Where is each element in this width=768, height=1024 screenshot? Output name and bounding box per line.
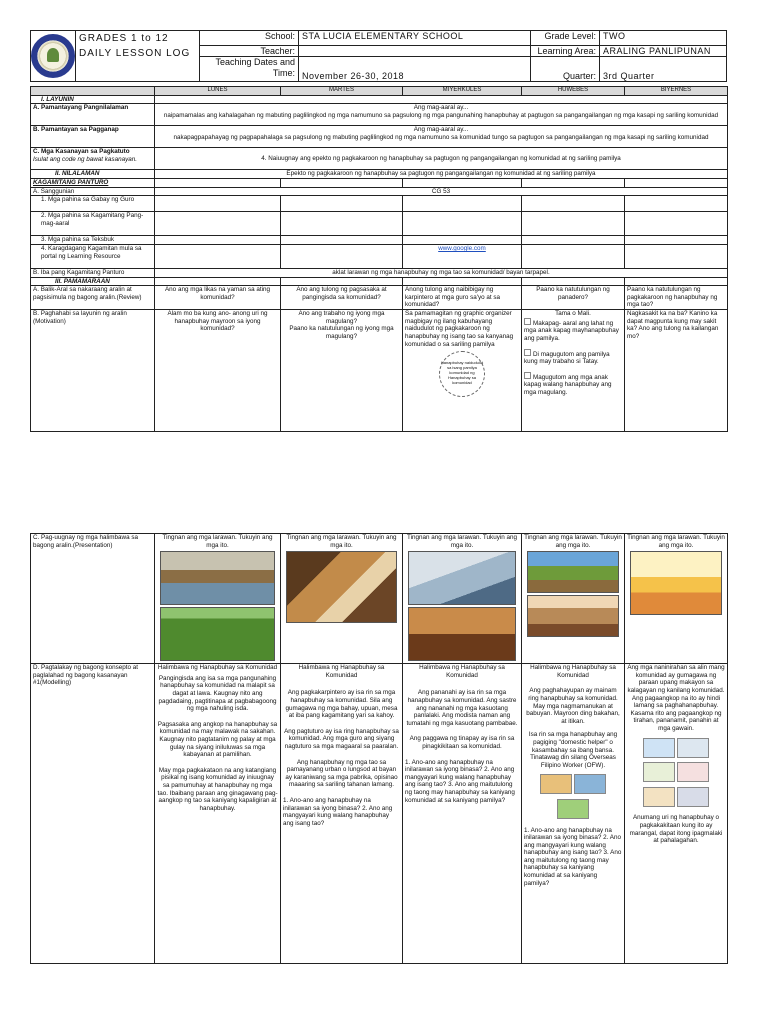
c-label-line2: Isulat ang code ng bawat kasanayan. [33, 155, 137, 163]
time-label: Time: [272, 68, 295, 78]
d5-text2: Anumang uri ng hanapbuhay o pagkakakitaan kung ito ay marangal, dapat itong ipagmalaki at pahalagahan. [629, 814, 723, 845]
tingnan-text: Tingnan ang mga larawan. Tukuyin ang mga ito. [406, 534, 518, 549]
farm-animals-photo [527, 551, 619, 593]
tindera-icon [643, 787, 675, 807]
log-title-cell [76, 31, 200, 82]
balik-huwebes: Paano ka natutulungan ng panadero? [522, 286, 625, 310]
domestic-helper-photo [527, 595, 619, 637]
presentation-huwebes [522, 534, 625, 664]
kasanayan-text: 4. Naiuugnay ang epekto ng pagkakaroon ng hanapbuhay sa pagtugon ng pangangailangan ng komunidad at ng sariling pamilya [155, 148, 728, 170]
balik-label: A. Balik-Aral sa nakaraang aralin at pagsisimula ng bagong aralin.(Review) [31, 286, 155, 310]
d5-text: Ang mga naninirahan sa alin mang komunidad ay gumagawa ng paraan upang makayon sa kalagayan ng kanilang komunidad. Ang pagaangkop na ito ay hindi lamang sa paghahanapbuhay. Kasama rito ang pagaangkop ng tirahan, pananamit, panahin at mga gawain. [627, 664, 725, 732]
job-image-icon [574, 774, 606, 794]
teacher-label: Teacher: [200, 46, 299, 57]
title-dll: DAILY LESSON LOG [79, 48, 191, 59]
presentation-lunes [155, 534, 281, 664]
bakery-photo [408, 607, 516, 661]
graphic-organizer-icon: Hanapbuhay naidudulot sa isang pamilya komunidad ng Hanapbuhay sa komunidad [439, 351, 485, 397]
pulis-icon [677, 738, 709, 758]
job-image-icon [557, 799, 589, 819]
day-martes: MARTES [281, 87, 403, 96]
checkbox-icon[interactable] [524, 372, 531, 379]
b-text-line2: nakapagpapahayag ng pagpapahalaga sa pagsulong ng mabuting paglilingkod ng mga namumuno sa komunidad tungo sa pagtugon sa pangangailangan ng mga kasapi ng sariling komunidad [173, 133, 709, 141]
pagganap-label: B. Pamantayan sa Pagganap [31, 126, 155, 148]
a-text-line2: naipamamalas ang kahalagahan ng mabuting paglilingkod ng mga namumuno sa pagsulong ng mga pangunahing hanapbuhay at pagtugon sa pangangailangan ng mga kasapi ng sariling komunidad [163, 111, 719, 119]
nilalaman-heading: II. NILALAMAN [31, 170, 155, 179]
ref-kagamitan: 2. Mga pahina sa Kagamitang Pang-mag-aaral [31, 212, 155, 236]
deped-seal-icon [31, 34, 75, 78]
d2-questions: 1. Ano-ano ang hanapbuhay na inilarawan sa iyong binasa? 2. Ano ang mangyayari kung walang hanapbuhay ang isang tao? [283, 796, 393, 827]
balik-lunes: Ano ang mga likas na yaman sa ating komunidad? [155, 286, 281, 310]
sanggunian-value: CG 53 [155, 187, 728, 196]
google-link[interactable]: www.google.com [438, 244, 486, 252]
presentation-label: C. Pag-uugnay ng mga halimbawa sa bagong aralin.(Presentation) [31, 534, 155, 664]
pamamaraan-heading: III. PAMAMARAAN [31, 277, 155, 286]
pamantayang-label: A. Pamantayang Pangnilalaman [31, 104, 155, 126]
school-value: STA LUCIA ELEMENTARY SCHOOL [299, 31, 531, 46]
tingnan-text: Tingnan ang mga larawan. Tukuyin ang mga ito. [524, 534, 622, 549]
modelling-huwebes [522, 664, 625, 964]
motivation-lunes: Alam mo ba kung ano- anong uri ng hanapbuhay mayroon sa iyong komunidad? [155, 310, 281, 432]
ref-teksbuk: 3. Mga pahina sa Teksbuk [31, 236, 155, 245]
motiv2-line2: Paano ka natutulungan ng iyong mga magulang? [289, 325, 394, 340]
modelling-miyerkules [403, 664, 522, 964]
kaminero-icon [643, 762, 675, 782]
area-value: ARALING PANLIPUNAN [600, 46, 727, 57]
modelling-martes [281, 664, 403, 964]
lesson-log-table [30, 86, 728, 432]
rice-field-photo [160, 607, 275, 661]
presentation-biyernes [625, 534, 728, 664]
motivation-huwebes [522, 310, 625, 432]
nars-icon [677, 762, 709, 782]
d2-text: Ang pagkakarpintero ay isa rin sa mga hanapbuhay sa komunidad. Sila ang gumagawa ng mga bahay, upuan, mesa at iba pang kagamitang yari sa kahoy. [285, 689, 398, 720]
lesson-log-table-page2 [30, 533, 728, 964]
presentation-miyerkules [403, 534, 522, 664]
checkbox-icon[interactable] [524, 318, 531, 325]
d2-text2: Ang pagtuturo ay isa ring hanapbuhay sa komunidad. Ang mga guro ang siyang nagtuturo sa mga magaaral sa paaralan. [284, 727, 399, 750]
checkbox-icon[interactable] [524, 349, 531, 356]
modelling-label: D. Pagtalakay ng bagong konsepto at paglalahad ng bagong kasanayan #1(Modelling) [31, 664, 155, 964]
motivation-biyernes: Nagkasakit ka na ba? Kanino ka dapat magpunta kung may sakit ka? Ano ang tulong na kailangan mo? [625, 310, 728, 432]
motivation-miyerkules [403, 310, 522, 432]
ref-portal: 4. Karagdagang Kagamitan mula sa portal ng Learning Resource [31, 244, 155, 268]
motivation-martes [281, 310, 403, 432]
grade-value: TWO [600, 31, 727, 46]
fishing-boat-photo [160, 551, 275, 605]
days-header-row [31, 87, 728, 96]
kasanayan-label [31, 148, 155, 170]
motiv4-item2: Di magugutom ang pamilya kung may trabaho si Tatay. [524, 350, 610, 366]
motiv4-title: Tama o Mali. [555, 310, 591, 318]
d2-text3: Ang hanapbuhay ng mga tao sa pamayanang urban o lungsod at bayan ay karaniwang sa mga pabrika, opisinao maaaring sa sariling tahanan lamang. [285, 758, 398, 789]
presentation-martes [281, 534, 403, 664]
d1-text3: May mga pagkakataon na ang katangiang pisikal ng isang komunidad ay iniuugnay sa pamumuhay at hanapbuhay ng mga tao. Ibaibang paraan ang ginagawang pag-aangkop ng tao sa kaniyang kapaligiran at hanapbuhay. [157, 766, 278, 812]
d1-text2: Pagsasaka ang angkop na hanapbuhay sa komunidad na may malawak na sakahan. Kaugnay nito pagtatanim ng palay at mga gulay na siyang iniluluwas sa mga kabayanan at pamilihan. [157, 720, 278, 759]
day-huwebes: HUWEBES [522, 87, 625, 96]
motiv4-item1: Makapag- aaral ang lahat ng mga anak kapag mayhanapbuhay ang pamilya. [524, 319, 619, 342]
a-text-line1: Ang mag-aaral ay... [413, 104, 469, 112]
tailor-photo [408, 551, 516, 605]
ibapang-value: aklat larawan ng mga hanapbuhay ng mga tao sa komunidad/ bayan tarpapel. [155, 268, 728, 277]
carpenter-photo [286, 551, 397, 623]
title-grades: GRADES 1 to 12 [79, 33, 169, 44]
balik-miyerkules: Anong tulong ang naibibigay ng karpintero at mga guro sa'yo at sa komunidad? [403, 286, 522, 310]
motivation-label: B. Paghahabi sa layunin ng aralin (Motivation) [31, 310, 155, 432]
d3-questions: 1. Ano-ano ang hanapbuhay na inilarawan sa iyong binasa? 2. Ano ang mangyayari kung walang hanapbuhay ang isang tao? 3. Ano ang maitutulong ng taong may hanapbuhay sa kaniyang komunidad at sa kaniyang pamilya? [405, 758, 515, 804]
elektrisyan-icon [677, 787, 709, 807]
d4-questions: 1. Ano-ano ang hanapbuhay na inilarawan sa iyong binasa? 2. Ano ang mangyayari kung walang hanapbuhay ang isang tao? 3. Ano ang maitutulong ng taong may hanapbuhay sa kaniyang komunidad at sa kaniyang pamilya? [524, 826, 622, 887]
motiv4-item3: Magugutom ang mga anak kapag walang hanapbuhay ang mga magulang. [524, 373, 612, 396]
layunin-heading: I. LAYUNIN [31, 95, 155, 104]
modelling-biyernes [625, 664, 728, 964]
d3-title: Halimbawa ng Hanapbuhay sa Komunidad [419, 664, 505, 679]
b-text-line1: Ang mag-aaral ay... [413, 126, 469, 134]
modelling-lunes [155, 664, 281, 964]
motiv2-line1: Ano ang trabaho ng iyong mga magulang? [298, 310, 385, 325]
quarter-value: 3rd Quarter [600, 57, 727, 82]
doctor-cartoon-image [630, 551, 722, 615]
tingnan-text: Tingnan ang mga larawan. Tukuyin ang mga ito. [286, 534, 397, 549]
nilalaman-text: Epekto ng pagkakaroon ng hanapbuhay sa pagtugon ng pangangailangan ng komunidad at ng sariling pamilya [155, 170, 728, 179]
dates-value: November 26-30, 2018 [299, 57, 531, 82]
d3-text2: Ang paggawa ng tinapay ay isa rin sa pinagkikitaan sa komunidad. [409, 735, 515, 750]
teacher-value [299, 46, 531, 57]
d2-title: Halimbawa ng Hanapbuhay sa Komunidad [298, 664, 385, 679]
kagamitan-heading: KAGAMITANG PANTURO [31, 178, 155, 187]
deped-seal-cell [31, 31, 76, 82]
d4-title: Halimbawa ng Hanapbuhay sa Komunidad [530, 664, 616, 679]
quarter-label: Quarter: [531, 57, 600, 82]
day-miyerkules: MIYERKULES [403, 87, 522, 96]
d1-title: Halimbawa ng Hanapbuhay sa Komunidad [157, 664, 278, 672]
dates-label: Teaching Dates and [215, 57, 295, 67]
motiv3-text: Sa pamamagitan ng graphic organizer magbigay ng ilang kabuhayang naidudulot ng pagkakaroon ng hanapbuhay ng isang tao sa kanyanag komunidad o sa sariling pamilya [405, 310, 514, 348]
d3-text: Ang pananahi ay isa rin sa mga hanapbuhay sa komunidad. Ang sastre ang nananahi ng mga kasuotang panlalaki. Ang modista naman ang tumatahi ng mga kasuotang pambabae. [406, 689, 518, 727]
grade-label: Grade Level: [531, 31, 600, 46]
pagganap-text [155, 126, 728, 148]
ref-gabay: 1. Mga pahina sa Gabay ng Guro [31, 196, 155, 212]
school-label: School: [200, 31, 299, 46]
day-biyernes: BIYERNES [625, 87, 728, 96]
area-label: Learning Area: [531, 46, 600, 57]
sanggunian-label: A. Sanggunian [31, 187, 155, 196]
tingnan-text: Tingnan ang mga larawan. Tukuyin ang mga ito. [627, 534, 725, 549]
header-table [30, 30, 727, 82]
dates-label-cell [200, 57, 299, 82]
blank-header [31, 87, 155, 96]
job-image-icon [540, 774, 572, 794]
d4-text2: Isa rin sa mga hanapbuhay ang pagiging "domestic helper" o kasambahay sa ibang bansa. Tinatawag din silang Overseas Filipino Worker (OFW). [528, 731, 618, 769]
c-label-line1: C. Mga Kasanayan sa Pagkatuto [33, 148, 130, 156]
pamantayang-text [155, 104, 728, 126]
ibapang-label: B. Iba pang Kagamitang Panturo [31, 268, 155, 277]
tingnan-text: Tingnan ang mga larawan. Tukuyin ang mga ito. [162, 534, 273, 549]
day-lunes: LUNES [155, 87, 281, 96]
balik-martes: Ano ang tulong ng pagsasaka at pangingisda sa komunidad? [281, 286, 403, 310]
tubero-icon [643, 738, 675, 758]
d4-text: Ang paghahayupan ay mainam ring hanapbuhay sa komunidad. May mga nagmamanukan at babuyan. Mayroon ding bakahan, at itikan. [526, 687, 620, 725]
d1-text: Pangingisda ang isa sa mga pangunahing hanapbuhay sa komunidad na malapit sa dagat at lawa. Kaugnay nito ang pagdadaing, pagtitinapa at pagbabagoong ng mga nahuling isda. [158, 674, 277, 713]
balik-biyernes: Paano ka natutulungan ng pagkakaroon ng hanapbuhay ng mga tao? [625, 286, 728, 310]
